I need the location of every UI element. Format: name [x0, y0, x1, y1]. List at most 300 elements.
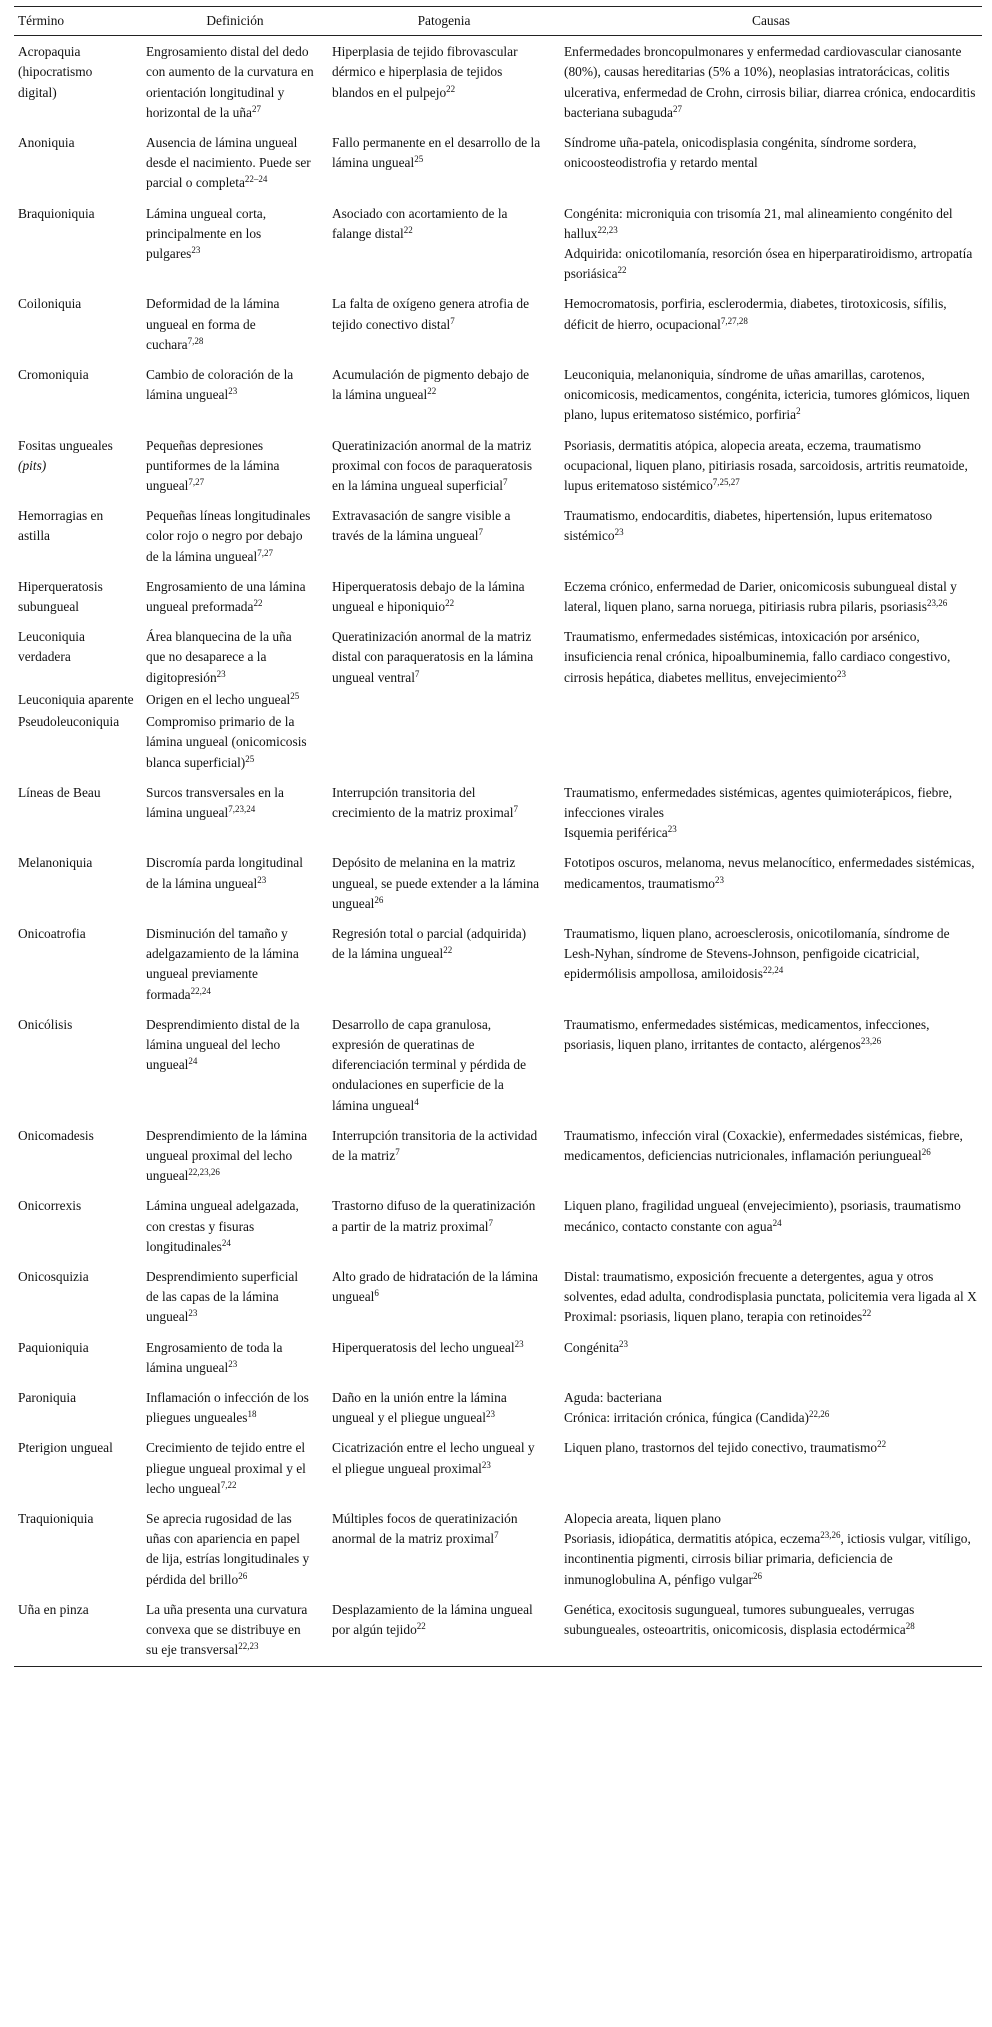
causes-reference: 23,26 [860, 1035, 882, 1046]
term-cell [14, 627, 142, 690]
causes-cell [560, 1267, 982, 1338]
term-cell [14, 133, 142, 204]
table-row [14, 924, 982, 1015]
causes-text: Liquen plano, trastornos del tejido conectivo, traumatismo [564, 1440, 878, 1456]
header-pathogenesis: Patogenia [328, 7, 560, 36]
pathogenesis-cell [328, 690, 560, 712]
definition-reference: 25 [245, 753, 255, 764]
table-row [14, 36, 982, 133]
definition-text: Disminución del tamaño y adelgazamiento de la lámina ungueal previamente formada [146, 925, 299, 1002]
term-text: Onicólisis [18, 1016, 73, 1032]
definition-reference: 7,28 [187, 335, 204, 346]
pathogenesis-text: Acumulación de pigmento debajo de la lámina ungueal [332, 367, 530, 403]
causes-line [564, 1600, 978, 1640]
causes-reference: 22 [617, 265, 627, 276]
pathogenesis-reference: 22 [427, 386, 437, 397]
causes-text: Hemocromatosis, porfiria, esclerodermia, diabetes, tirotoxicosis, sífilis, déficit de hierro, ocupacional [564, 296, 947, 332]
causes-line [564, 42, 978, 123]
causes-cell [560, 783, 982, 854]
pathogenesis-reference: 26 [374, 894, 384, 905]
term-cell [14, 365, 142, 436]
pathogenesis-cell [328, 1267, 560, 1338]
causes-line [564, 1267, 978, 1307]
pathogenesis-text: La falta de oxígeno genera atrofia de tejido conectivo distal [332, 296, 530, 332]
causes-line [564, 294, 978, 334]
causes-cell [560, 436, 982, 507]
pathogenesis-cell [328, 36, 560, 133]
pathogenesis-text: Trastorno difuso de la queratinización a partir de la matriz proximal [332, 1198, 536, 1234]
term-text: Hiperqueratosis subungueal [18, 578, 103, 615]
pathogenesis-reference: 7 [488, 1217, 494, 1228]
pathogenesis-text: Cicatrización entre el lecho ungueal y el pliegue ungueal proximal [332, 1440, 535, 1476]
causes-text: Psoriasis, dermatitis atópica, alopecia areata, eczema, traumatismo ocupacional, liquen plano, pitiriasis rosada, sarcoidosis, artritis reumatoide, lupus eritematoso sistémico [564, 437, 968, 494]
definition-reference: 22,23,26 [188, 1167, 220, 1178]
table-row [14, 1196, 982, 1267]
term-text: Braquioniquia [18, 205, 95, 221]
causes-text: Congénita [564, 1339, 620, 1355]
causes-cell [560, 1338, 982, 1388]
header-causes: Causas [560, 7, 982, 36]
definition-cell [142, 712, 328, 783]
causes-cell [560, 1438, 982, 1509]
definition-cell [142, 1015, 328, 1126]
pathogenesis-reference: 7 [503, 477, 508, 488]
definition-cell [142, 1338, 328, 1388]
causes-cell [560, 1126, 982, 1197]
table-row [14, 853, 982, 924]
causes-line [564, 823, 978, 843]
table-row [14, 133, 982, 204]
definition-text: Engrosamiento de una lámina ungueal preformada [146, 578, 306, 615]
causes-cell [560, 506, 982, 577]
pathogenesis-reference: 22 [416, 1621, 426, 1632]
causes-text: Proximal: psoriasis, liquen plano, terapia con retinoides [564, 1309, 863, 1325]
pathogenesis-text: Desarrollo de capa granulosa, expresión de queratinas de diferenciación terminal y pérdida de ondulaciones en superficie de la lámina ungueal [332, 1016, 527, 1113]
definition-reference: 24 [221, 1237, 231, 1248]
causes-reference: 23 [667, 824, 677, 835]
causes-text: Adquirida: onicotilomanía, resorción ósea en hiperparatiroidismo, artropatía psoriásica [564, 246, 973, 282]
table-body [14, 36, 982, 1667]
causes-line [564, 627, 978, 688]
causes-line [564, 924, 978, 985]
definition-cell [142, 1196, 328, 1267]
table-row [14, 506, 982, 577]
causes-text: Traumatismo, liquen plano, acroesclerosis, onicotilomanía, síndrome de Lesh-Nyhan, síndrome de Stevens-Johnson, penfigoide cicatricial, epidermólisis ampollosa, amiloidosis [564, 925, 950, 982]
causes-cell [560, 36, 982, 133]
definition-text: Desprendimiento distal de la lámina ungueal del lecho ungueal [146, 1016, 300, 1073]
term-text: Pterigion ungueal [18, 1440, 113, 1456]
causes-text: Psoriasis, idiopática, dermatitis atópica, eczema [564, 1531, 821, 1547]
pathogenesis-reference: 23 [485, 1409, 495, 1420]
term-text: Leuconiquia aparente [18, 691, 134, 707]
definition-text: Engrosamiento de toda la lámina ungueal [146, 1339, 283, 1375]
definition-cell [142, 133, 328, 204]
definition-cell [142, 690, 328, 712]
definition-reference: 23 [191, 245, 201, 256]
definition-reference: 7,27 [257, 547, 273, 558]
definition-reference: 7,27 [188, 477, 205, 488]
definition-reference: 7,23,24 [228, 803, 256, 814]
causes-cell [560, 294, 982, 365]
table-row [14, 783, 982, 854]
term-text: Onicoatrofia [18, 925, 86, 941]
pathogenesis-text: Alto grado de hidratación de la lámina ungueal [332, 1268, 538, 1305]
definition-reference: 22,24 [190, 985, 211, 996]
causes-reference: 23 [619, 1338, 629, 1349]
causes-reference: 23,26 [820, 1530, 841, 1541]
definition-text: Origen en el lecho ungueal [146, 691, 291, 707]
term-text: Hemorragias en astilla [18, 508, 104, 544]
causes-line [564, 1529, 978, 1590]
definition-reference: 24 [188, 1056, 198, 1067]
pathogenesis-text: Daño en la unión entre la lámina ungueal y el pliegue ungueal [332, 1389, 507, 1426]
causes-text: Leuconiquia, melanoniquia, síndrome de uñas amarillas, carotenos, onicomicosis, medicamentos, congénita, ictericia, tumores glómicos, liquen plano, lupus eritematoso sistémico, porfiria [564, 367, 970, 423]
causes-text: Enfermedades broncopulmonares y enfermedad cardiovascular cianosante (80%), causas hereditarias (5% a 10%), neoplasias intratorácicas, colitis ulcerativa, enfermedad de Crohn, cirrosis biliar, diarrea crónica, endocarditis bacteriana subaguda [564, 44, 976, 120]
causes-line [564, 1408, 978, 1428]
pathogenesis-text: Regresión total o parcial (adquirida) de la lámina ungueal [332, 925, 527, 962]
term-text: Leuconiquia verdadera [18, 629, 85, 665]
causes-cell [560, 133, 982, 204]
term-cell [14, 1388, 142, 1438]
definition-text: Lámina ungueal corta, principalmente en los pulgares [146, 205, 267, 262]
term-text: Paroniquia [18, 1389, 77, 1405]
table-header-row [14, 7, 982, 36]
term-text: Onicomadesis [18, 1127, 94, 1143]
definition-text: Crecimiento de tejido entre el pliegue ungueal proximal y el lecho ungueal [146, 1440, 306, 1496]
definition-text: Surcos transversales en la lámina ungueal [146, 784, 284, 820]
term-cell [14, 36, 142, 133]
causes-line [564, 506, 978, 546]
causes-text: Crónica: irritación crónica, fúngica (Candida) [564, 1410, 810, 1426]
pathogenesis-text: Hiperqueratosis debajo de la lámina ungueal e hiponiquio [332, 578, 525, 615]
causes-cell [560, 365, 982, 436]
term-cell [14, 690, 142, 712]
causes-reference: 22,23 [597, 224, 618, 235]
term-text: Paquioniquia [18, 1339, 89, 1355]
definition-text: Pequeñas depresiones puntiformes de la lámina ungueal [146, 437, 280, 494]
pathogenesis-reference: 23 [514, 1338, 524, 1349]
table-row [14, 1126, 982, 1197]
header-term: Término [14, 7, 142, 36]
table-row [14, 627, 982, 690]
term-text: Onicorrexis [18, 1198, 82, 1214]
pathogenesis-text: Extravasación de sangre visible a través de la lámina ungueal [332, 508, 511, 544]
causes-cell [560, 1015, 982, 1126]
term-text: Uña en pinza [18, 1601, 89, 1617]
term-cell [14, 1015, 142, 1126]
causes-line [564, 1196, 978, 1236]
definition-cell [142, 294, 328, 365]
term-cell [14, 204, 142, 295]
pathogenesis-cell [328, 506, 560, 577]
causes-line [564, 1015, 978, 1055]
definition-text: Compromiso primario de la lámina ungueal (onicomicosis blanca superficial) [146, 714, 307, 770]
definition-reference: 23 [216, 668, 226, 679]
pathogenesis-text: Hiperqueratosis del lecho ungueal [332, 1339, 515, 1355]
header-definition: Definición [142, 7, 328, 36]
term-cell [14, 1509, 142, 1600]
definition-cell [142, 627, 328, 690]
table-row [14, 436, 982, 507]
causes-reference: 22 [862, 1308, 872, 1319]
causes-text: Traumatismo, endocarditis, diabetes, hipertensión, lupus eritematoso sistémico [564, 508, 933, 544]
table-row [14, 1509, 982, 1600]
table-row [14, 294, 982, 365]
definition-text: Discromía parda longitudinal de la lámina ungueal [146, 855, 303, 891]
causes-reference: 2 [796, 406, 801, 417]
term-text: Coiloniquia [18, 296, 82, 312]
pathogenesis-text: Hiperplasia de tejido fibrovascular dérmico e hiperplasia de tejidos blandos en el pulpejo [332, 44, 518, 100]
definition-reference: 23 [188, 1308, 198, 1319]
table-row [14, 1438, 982, 1509]
definition-reference: 23 [228, 1358, 238, 1369]
definition-text: Desprendimiento de la lámina ungueal proximal del lecho ungueal [146, 1127, 308, 1184]
definition-cell [142, 1126, 328, 1197]
causes-text: Síndrome uña-patela, onicodisplasia congénita, síndrome sordera, onicoosteodistrofia y retardo mental [564, 135, 917, 171]
table-row [14, 690, 982, 712]
term-cell [14, 783, 142, 854]
pathogenesis-cell [328, 1196, 560, 1267]
pathogenesis-cell [328, 436, 560, 507]
causes-text: Traumatismo, infección viral (Coxackie), enfermedades sistémicas, fiebre, medicamentos, deficiencias nutricionales, inflamación periungueal [564, 1127, 963, 1163]
pathogenesis-reference: 6 [374, 1288, 379, 1299]
causes-text: Traumatismo, enfermedades sistémicas, agentes quimioterápicos, fiebre, infecciones virales [564, 784, 953, 820]
definition-cell [142, 436, 328, 507]
term-italic: (pits) [18, 457, 47, 473]
term-cell [14, 1267, 142, 1338]
causes-text: Alopecia areata, liquen plano [564, 1511, 721, 1526]
pathogenesis-reference: 7 [450, 315, 455, 326]
pathogenesis-cell [328, 924, 560, 1015]
term-cell [14, 1126, 142, 1197]
causes-reference: 7,25,27 [712, 477, 740, 488]
definition-text: Lámina ungueal adelgazada, con crestas y fisuras longitudinales [146, 1198, 299, 1254]
causes-text-continued: , ictiosis vulgar, vitíligo, incontinentia pigmenti, cirrosis biliar primaria, deficiencia de inmunoglobulina A, pénfigo vulgar [564, 1531, 971, 1587]
causes-line [564, 1307, 978, 1327]
term-text: Acropaquia (hipocratismo digital) [18, 44, 93, 100]
pathogenesis-reference: 7 [513, 803, 518, 814]
term-cell [14, 924, 142, 1015]
term-cell [14, 506, 142, 577]
pathogenesis-text: Fallo permanente en el desarrollo de la lámina ungueal [332, 135, 541, 171]
causes-reference: 28 [905, 1621, 915, 1632]
term-text: Traquioniquia [18, 1511, 94, 1526]
definition-text: Deformidad de la lámina ungueal en forma de cuchara [146, 296, 280, 352]
causes-line [564, 1438, 978, 1458]
term-text: Melanoniquia [18, 855, 93, 871]
definition-text: Inflamación o infección de los pliegues ungueales [146, 1389, 309, 1426]
causes-line [564, 783, 978, 823]
pathogenesis-cell [328, 1509, 560, 1600]
causes-line [564, 244, 978, 284]
pathogenesis-reference: 22 [443, 945, 453, 956]
pathogenesis-reference: 7 [395, 1146, 400, 1157]
definition-cell [142, 1267, 328, 1338]
causes-cell [560, 577, 982, 627]
causes-line [564, 133, 978, 173]
term-cell [14, 1600, 142, 1667]
causes-line [564, 1126, 978, 1166]
table-row [14, 712, 982, 783]
pathogenesis-cell [328, 1338, 560, 1388]
causes-cell [560, 853, 982, 924]
causes-reference: 22,26 [809, 1409, 830, 1420]
definition-reference: 23 [228, 386, 238, 397]
definition-text: Desprendimiento superficial de las capas de la lámina ungueal [146, 1268, 299, 1325]
pathogenesis-cell [328, 133, 560, 204]
causes-cell [560, 690, 982, 712]
definition-text: Área blanquecina de la uña que no desaparece a la digitopresión [146, 629, 292, 685]
definition-cell [142, 1388, 328, 1438]
pathogenesis-cell [328, 1015, 560, 1126]
definition-cell [142, 506, 328, 577]
definition-cell [142, 783, 328, 854]
term-text: Líneas de Beau [18, 784, 101, 800]
pathogenesis-text: Interrupción transitoria de la actividad de la matriz [332, 1127, 538, 1163]
pathogenesis-cell [328, 365, 560, 436]
causes-line [564, 853, 978, 893]
definition-reference: 22,23 [238, 1641, 259, 1652]
definition-text: Engrosamiento distal del dedo con aumento de la curvatura en orientación longitudinal y horizontal de la uña [146, 44, 314, 120]
table-row [14, 1338, 982, 1388]
definition-cell [142, 1600, 328, 1667]
causes-line [564, 1338, 978, 1358]
causes-text: Aguda: bacteriana [564, 1389, 662, 1405]
definition-text: Pequeñas líneas longitudinales color rojo o negro por debajo de la lámina ungueal [146, 508, 311, 564]
definition-cell [142, 853, 328, 924]
pathogenesis-reference: 22 [446, 83, 456, 94]
causes-reference: 22,24 [762, 965, 784, 976]
pathogenesis-text: Desplazamiento de la lámina ungueal por algún tejido [332, 1601, 533, 1638]
causes-text: Traumatismo, enfermedades sistémicas, medicamentos, infecciones, psoriasis, liquen plano, irritantes de contacto, alérgenos [564, 1016, 930, 1052]
causes-cell [560, 1509, 982, 1600]
table-row [14, 1267, 982, 1338]
definition-reference: 18 [247, 1409, 257, 1420]
causes-reference: 23 [714, 874, 724, 885]
pathogenesis-cell [328, 1600, 560, 1667]
pathogenesis-reference: 22 [445, 598, 455, 609]
causes-cell [560, 1600, 982, 1667]
causes-reference: 27 [672, 103, 682, 114]
definition-reference: 26 [238, 1570, 248, 1581]
pathogenesis-reference: 7 [414, 668, 420, 679]
term-cell [14, 1438, 142, 1509]
causes-text: Eczema crónico, enfermedad de Darier, onicomicosis subungueal distal y lateral, liquen plano, sarna noruega, pitiriasis rubra pilaris, psoriasis [564, 578, 957, 615]
pathogenesis-cell [328, 577, 560, 627]
pathogenesis-text: Interrupción transitoria del crecimiento de la matriz proximal [332, 784, 514, 820]
term-text: Pseudoleuconiquia [18, 714, 120, 730]
causes-cell [560, 627, 982, 690]
definition-text: Ausencia de lámina ungueal desde el nacimiento. Puede ser parcial o completa [146, 135, 311, 191]
causes-text: Isquemia periférica [564, 825, 668, 841]
pathogenesis-text: Depósito de melanina en la matriz ungueal, se puede extender a la lámina ungueal [332, 855, 540, 911]
pathogenesis-cell [328, 783, 560, 854]
term-text: Anoniquia [18, 135, 75, 151]
causes-reference: 23,26 [926, 598, 948, 609]
definition-reference: 27 [251, 103, 261, 114]
causes-line [564, 204, 978, 244]
definition-cell [142, 577, 328, 627]
pathogenesis-cell [328, 853, 560, 924]
term-cell [14, 712, 142, 783]
term-cell [14, 436, 142, 507]
pathogenesis-cell [328, 712, 560, 783]
causes-text: Fototipos oscuros, melanoma, nevus melanocítico, enfermedades sistémicas, medicamentos, traumatismo [564, 855, 975, 891]
definition-cell [142, 36, 328, 133]
pathogenesis-text: Queratinización anormal de la matriz proximal con focos de paraqueratosis en la lámina ungueal superficial [332, 437, 533, 494]
causes-reference: 7,27,28 [720, 315, 748, 326]
causes-text: Distal: traumatismo, exposición frecuente a detergentes, agua y otros solventes, edad adulta, condrodisplasia punctata, policitemia vera ligada al X [564, 1268, 977, 1305]
nail-disorders-table [14, 6, 982, 1667]
pathogenesis-reference: 25 [414, 154, 424, 165]
term-cell [14, 853, 142, 924]
causes-cell [560, 1196, 982, 1267]
table-row [14, 577, 982, 627]
term-cell [14, 1196, 142, 1267]
table-row [14, 1600, 982, 1667]
causes-reference: 22 [877, 1439, 887, 1450]
term-text: Fositas ungueales [18, 437, 113, 453]
definition-text: La uña presenta una curvatura convexa que se distribuye en su eje transversal [146, 1601, 308, 1658]
definition-cell [142, 1438, 328, 1509]
table-row [14, 1015, 982, 1126]
causes-line [564, 365, 978, 426]
definition-cell [142, 1509, 328, 1600]
definition-text: Cambio de coloración de la lámina ungueal [146, 367, 294, 403]
pathogenesis-reference: 23 [481, 1459, 491, 1470]
causes-line [564, 1509, 978, 1529]
table-row [14, 204, 982, 295]
term-cell [14, 577, 142, 627]
causes-reference: 23 [836, 668, 846, 679]
pathogenesis-text: Múltiples focos de queratinización anormal de la matriz proximal [332, 1511, 518, 1547]
term-text: Onicosquizia [18, 1268, 89, 1284]
pathogenesis-cell [328, 1388, 560, 1438]
pathogenesis-text: Asociado con acortamiento de la falange distal [332, 205, 508, 241]
definition-reference: 22 [253, 598, 263, 609]
causes-text: Traumatismo, enfermedades sistémicas, intoxicación por arsénico, insuficiencia renal crónica, hipoalbuminemia, fallo cardiaco congestivo, cirrosis hepática, diabetes mellitus, envejecimiento [564, 629, 951, 685]
causes-reference: 26 [752, 1570, 762, 1581]
causes-cell [560, 204, 982, 295]
pathogenesis-reference: 7 [478, 527, 483, 538]
table-row [14, 1388, 982, 1438]
definition-cell [142, 924, 328, 1015]
definition-reference: 22–24 [244, 174, 268, 185]
causes-line [564, 436, 978, 497]
pathogenesis-text: Queratinización anormal de la matriz distal con paraqueratosis en la lámina ungueal ventral [332, 629, 534, 685]
pathogenesis-cell [328, 1438, 560, 1509]
table-row [14, 365, 982, 436]
definition-reference: 25 [290, 690, 300, 701]
term-cell [14, 1338, 142, 1388]
pathogenesis-cell [328, 204, 560, 295]
causes-cell [560, 1388, 982, 1438]
pathogenesis-reference: 22 [403, 224, 413, 235]
causes-text: Genética, exocitosis sugungueal, tumores subungueales, verrugas subungueales, osteoartritis, onicomicosis, displasia ectodérmica [564, 1601, 915, 1638]
causes-text: Liquen plano, fragilidad ungueal (envejecimiento), psoriasis, traumatismo mecánico, contacto constante con agua [564, 1198, 961, 1234]
causes-line [564, 1388, 978, 1408]
causes-reference: 23 [614, 527, 624, 538]
definition-cell [142, 204, 328, 295]
causes-line [564, 577, 978, 617]
pathogenesis-reference: 7 [494, 1530, 499, 1541]
causes-reference: 24 [772, 1217, 782, 1228]
term-text: Cromoniquia [18, 367, 89, 383]
definition-reference: 23 [257, 874, 267, 885]
causes-cell [560, 924, 982, 1015]
pathogenesis-cell [328, 294, 560, 365]
causes-cell [560, 712, 982, 783]
